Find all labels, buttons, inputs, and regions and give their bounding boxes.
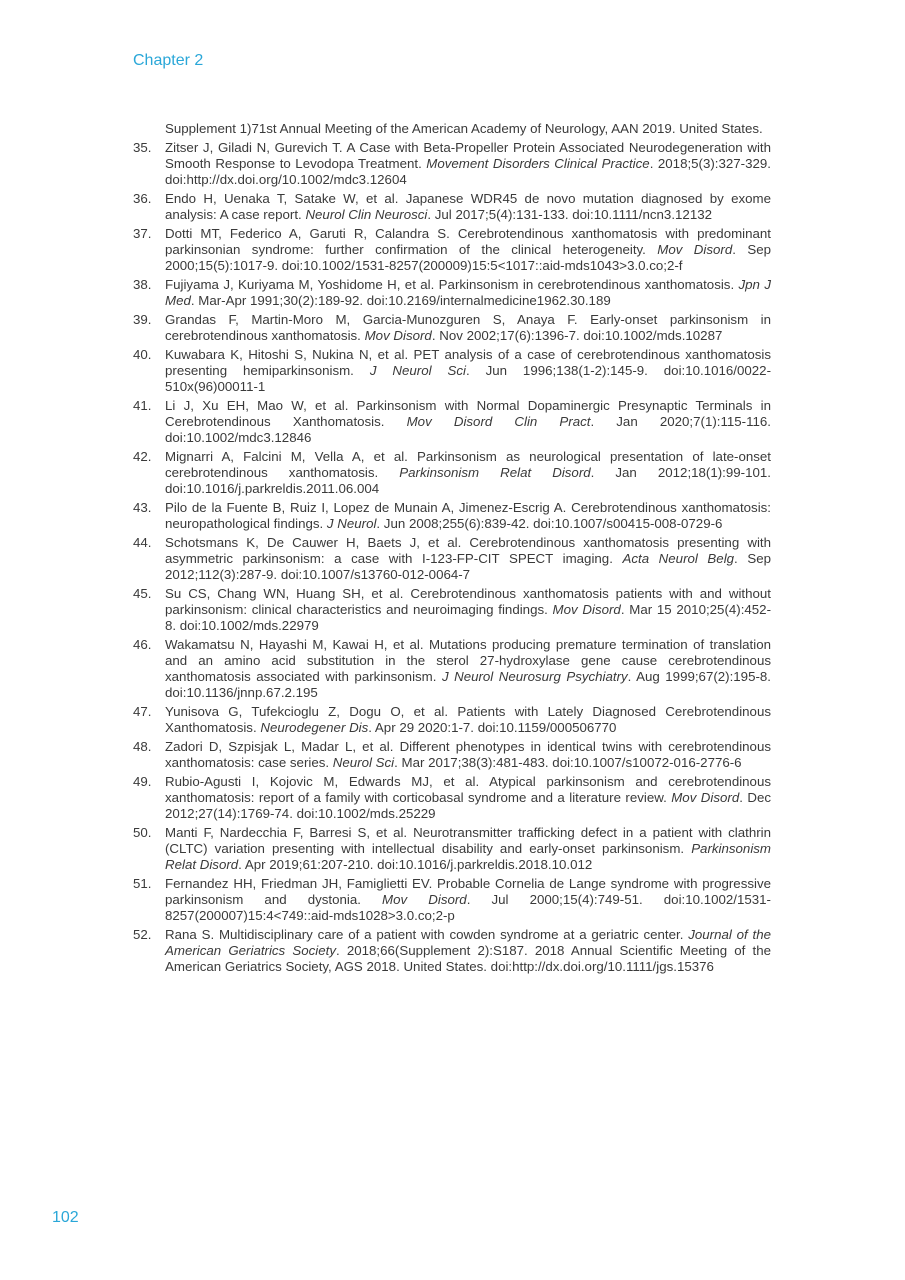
reference-authors-title: Schotsmans K, De Cauwer H, Baets J, et al. Cerebrotendinous xanthomatosis presenting with asymmetric parkinsonism: a case with I-123-FP-CIT SPECT imaging. bbox=[165, 535, 771, 566]
reference-authors-title: Fujiyama J, Kuriyama M, Yoshidome H, et al. Parkinsonism in cerebrotendinous xanthomatosis. bbox=[165, 277, 735, 292]
reference-item bbox=[133, 191, 771, 223]
reference-text bbox=[165, 449, 771, 497]
reference-authors-title: Li J, Xu EH, Mao W, et al. Parkinsonism with Normal Dopaminergic Presynaptic Terminals in Cerebrotendinous Xanthomatosis. bbox=[165, 398, 771, 429]
reference-number: 36. bbox=[133, 191, 152, 206]
reference-authors-title: Endo H, Uenaka T, Satake W, et al. Japanese WDR45 de novo mutation diagnosed by exome analysis: A case report. bbox=[165, 191, 771, 222]
reference-journal: Movement Disorders Clinical Practice bbox=[426, 156, 650, 171]
reference-journal: J Neurol bbox=[326, 516, 377, 531]
reference-journal: Mov Disord Clin Pract bbox=[406, 414, 591, 429]
reference-list bbox=[133, 121, 771, 978]
reference-citation: . Apr 29 2020:1-7. doi:10.1159/000506770 bbox=[368, 720, 617, 735]
reference-citation: . Jun 1996;138(1-2):145-9. doi:10.1016/0022-510x(96)00011-1 bbox=[165, 363, 771, 394]
reference-citation: . Jan 2012;18(1):99-101. doi:10.1016/j.parkreldis.2011.06.004 bbox=[165, 465, 771, 496]
reference-number: 37. bbox=[133, 226, 152, 241]
reference-citation: . Sep 2012;112(3):287-9. doi:10.1007/s13760-012-0064-7 bbox=[165, 551, 771, 582]
reference-item bbox=[133, 535, 771, 583]
reference-citation: . 2018;66(Supplement 2):S187. 2018 Annual Scientific Meeting of the American Geriatrics Society, AGS 2018. United States. doi:http://dx.doi.org/10.1111/jgs.15376 bbox=[165, 943, 772, 974]
reference-number: 51. bbox=[133, 876, 152, 891]
reference-item bbox=[133, 825, 771, 873]
reference-journal: Neurol Sci bbox=[332, 755, 395, 770]
reference-authors-title: Grandas F, Martin-Moro M, Garcia-Munozguren S, Anaya F. Early-onset parkinsonism in cerebrotendinous xanthomatosis. bbox=[165, 312, 771, 343]
reference-journal: Parkinsonism Relat Disord bbox=[165, 841, 771, 872]
reference-text bbox=[165, 500, 771, 532]
reference-journal: Mov Disord bbox=[364, 328, 432, 343]
reference-text bbox=[165, 191, 771, 223]
reference-text bbox=[165, 739, 771, 771]
reference-authors-title: Dotti MT, Federico A, Garuti R, Calandra S. Cerebrotendinous xanthomatosis with predominant parkinsonian syndrome: further confirmation of the clinical heterogeneity. bbox=[165, 226, 771, 257]
reference-authors-title: Su CS, Chang WN, Huang SH, et al. Cerebrotendinous xanthomatosis patients with and without parkinsonism: clinical characteristics and neuroimaging findings. bbox=[165, 586, 771, 617]
reference-citation: . Mar 15 2010;25(4):452-8. doi:10.1002/mds.22979 bbox=[165, 602, 772, 633]
reference-number: 38. bbox=[133, 277, 152, 292]
reference-citation: . Jul 2000;15(4):749-51. doi:10.1002/1531-8257(200007)15:4<749::aid-mds1028>3.0.co;2-p bbox=[165, 892, 771, 923]
reference-text bbox=[165, 140, 771, 188]
reference-authors-title: Yunisova G, Tufekcioglu Z, Dogu O, et al. Patients with Lately Diagnosed Cerebrotendinous Xanthomatosis. bbox=[165, 704, 771, 735]
reference-journal: Neurodegener Dis bbox=[260, 720, 369, 735]
reference-authors-title: Kuwabara K, Hitoshi S, Nukina N, et al. PET analysis of a case of cerebrotendinous xanthomatosis presenting hemiparkinsonism. bbox=[165, 347, 771, 378]
reference-journal: Mov Disord bbox=[657, 242, 733, 257]
reference-citation: . Aug 1999;67(2):195-8. doi:10.1136/jnnp.67.2.195 bbox=[165, 669, 771, 700]
reference-journal: Journal of the American Geriatrics Society bbox=[165, 927, 771, 958]
reference-number: 43. bbox=[133, 500, 152, 515]
reference-continuation: Supplement 1)71st Annual Meeting of the American Academy of Neurology, AAN 2019. United States. bbox=[165, 121, 763, 136]
reference-journal: Mov Disord bbox=[382, 892, 467, 907]
reference-number: 45. bbox=[133, 586, 152, 601]
reference-item bbox=[133, 226, 771, 274]
reference-journal: Jpn J Med bbox=[165, 277, 771, 308]
reference-item bbox=[133, 449, 771, 497]
reference-items bbox=[133, 140, 771, 975]
reference-number: 44. bbox=[133, 535, 152, 550]
reference-number: 49. bbox=[133, 774, 152, 789]
reference-journal: J Neurol Neurosurg Psychiatry bbox=[441, 669, 628, 684]
reference-item bbox=[133, 586, 771, 634]
reference-item bbox=[133, 876, 771, 924]
reference-text bbox=[165, 637, 771, 701]
reference-number: 39. bbox=[133, 312, 152, 327]
chapter-header: Chapter 2 bbox=[133, 52, 204, 69]
reference-item bbox=[133, 927, 771, 975]
reference-citation: . Jul 2017;5(4):131-133. doi:10.1111/ncn3.12132 bbox=[427, 207, 712, 222]
reference-text bbox=[165, 876, 771, 924]
reference-number: 35. bbox=[133, 140, 152, 155]
reference-item bbox=[133, 739, 771, 771]
reference-text bbox=[165, 704, 771, 736]
reference-journal: Neurol Clin Neurosci bbox=[305, 207, 428, 222]
reference-text bbox=[165, 927, 771, 975]
reference-citation: . Jun 2008;255(6):839-42. doi:10.1007/s00415-008-0729-6 bbox=[376, 516, 723, 531]
reference-citation: . Mar 2017;38(3):481-483. doi:10.1007/s10072-016-2776-6 bbox=[394, 755, 742, 770]
reference-authors-title: Rubio-Agusti I, Kojovic M, Edwards MJ, et al. Atypical parkinsonism and cerebrotendinous xanthomatosis: report of a family with corticobasal syndrome and a literature review. bbox=[165, 774, 771, 805]
reference-text bbox=[165, 535, 771, 583]
page-number: 102 bbox=[52, 1209, 79, 1226]
reference-citation: . Apr 2019;61:207-210. doi:10.1016/j.parkreldis.2018.10.012 bbox=[238, 857, 593, 872]
reference-citation: . Nov 2002;17(6):1396-7. doi:10.1002/mds.10287 bbox=[431, 328, 723, 343]
reference-number: 48. bbox=[133, 739, 152, 754]
reference-citation: . Dec 2012;27(14):1769-74. doi:10.1002/mds.25229 bbox=[165, 790, 771, 821]
reference-item bbox=[133, 704, 771, 736]
reference-item bbox=[133, 774, 771, 822]
reference-authors-title: Manti F, Nardecchia F, Barresi S, et al. Neurotransmitter trafficking defect in a patient with clathrin (CLTC) variation presenting with intellectual disability and early-onset parkinsonism. bbox=[165, 825, 771, 856]
reference-authors-title: Wakamatsu N, Hayashi M, Kawai H, et al. Mutations producing premature termination of translation and an amino acid substitution in the sterol 27-hydroxylase gene cause cerebrotendinous xanthomatosis associated with parkinsonism. bbox=[165, 637, 771, 684]
reference-text bbox=[165, 226, 771, 274]
reference-text bbox=[165, 586, 771, 634]
reference-journal: J Neurol Sci bbox=[369, 363, 466, 378]
reference-authors-title: Pilo de la Fuente B, Ruiz I, Lopez de Munain A, Jimenez-Escrig A. Cerebrotendinous xanthomatosis: neuropathological findings. bbox=[165, 500, 771, 531]
reference-number: 42. bbox=[133, 449, 152, 464]
reference-item bbox=[133, 140, 771, 188]
reference-number: 47. bbox=[133, 704, 152, 719]
reference-number: 46. bbox=[133, 637, 152, 652]
reference-journal: Acta Neurol Belg bbox=[622, 551, 735, 566]
reference-journal: Mov Disord bbox=[552, 602, 621, 617]
reference-item bbox=[133, 637, 771, 701]
reference-text bbox=[165, 825, 771, 873]
reference-number: 52. bbox=[133, 927, 152, 942]
reference-item bbox=[133, 398, 771, 446]
reference-number: 41. bbox=[133, 398, 152, 413]
reference-journal: Mov Disord bbox=[671, 790, 740, 805]
reference-citation: . Mar-Apr 1991;30(2):189-92. doi:10.2169/internalmedicine1962.30.189 bbox=[190, 293, 611, 308]
reference-item bbox=[133, 347, 771, 395]
reference-authors-title: Rana S. Multidisciplinary care of a patient with cowden syndrome at a geriatric center. bbox=[165, 927, 684, 942]
reference-text bbox=[165, 774, 771, 822]
reference-citation: . Sep 2000;15(5):1017-9. doi:10.1002/1531-8257(200009)15:5<1017::aid-mds1043>3.0.co;2-f bbox=[165, 242, 771, 273]
reference-authors-title: Mignarri A, Falcini M, Vella A, et al. Parkinsonism as neurological presentation of late-onset cerebrotendinous xanthomatosis. bbox=[165, 449, 771, 480]
reference-item bbox=[133, 277, 771, 309]
reference-number: 40. bbox=[133, 347, 152, 362]
reference-authors-title: Zitser J, Giladi N, Gurevich T. A Case with Beta-Propeller Protein Associated Neurodegeneration with Smooth Response to Levodopa Treatment. bbox=[165, 140, 771, 171]
reference-text bbox=[165, 398, 771, 446]
reference-citation: . Jan 2020;7(1):115-116. doi:10.1002/mdc3.12846 bbox=[165, 414, 771, 445]
reference-authors-title: Fernandez HH, Friedman JH, Famiglietti EV. Probable Cornelia de Lange syndrome with progressive parkinsonism and dystonia. bbox=[165, 876, 771, 907]
reference-number: 50. bbox=[133, 825, 152, 840]
reference-item bbox=[133, 312, 771, 344]
reference-authors-title: Zadori D, Szpisjak L, Madar L, et al. Different phenotypes in identical twins with cerebrotendinous xanthomatosis: case series. bbox=[165, 739, 771, 770]
reference-journal: Parkinsonism Relat Disord bbox=[399, 465, 591, 480]
reference-item bbox=[133, 500, 771, 532]
reference-citation: . 2018;5(3):327-329. doi:http://dx.doi.org/10.1002/mdc3.12604 bbox=[165, 156, 771, 187]
reference-text bbox=[165, 277, 771, 309]
reference-text bbox=[165, 347, 771, 395]
reference-text bbox=[165, 312, 771, 344]
